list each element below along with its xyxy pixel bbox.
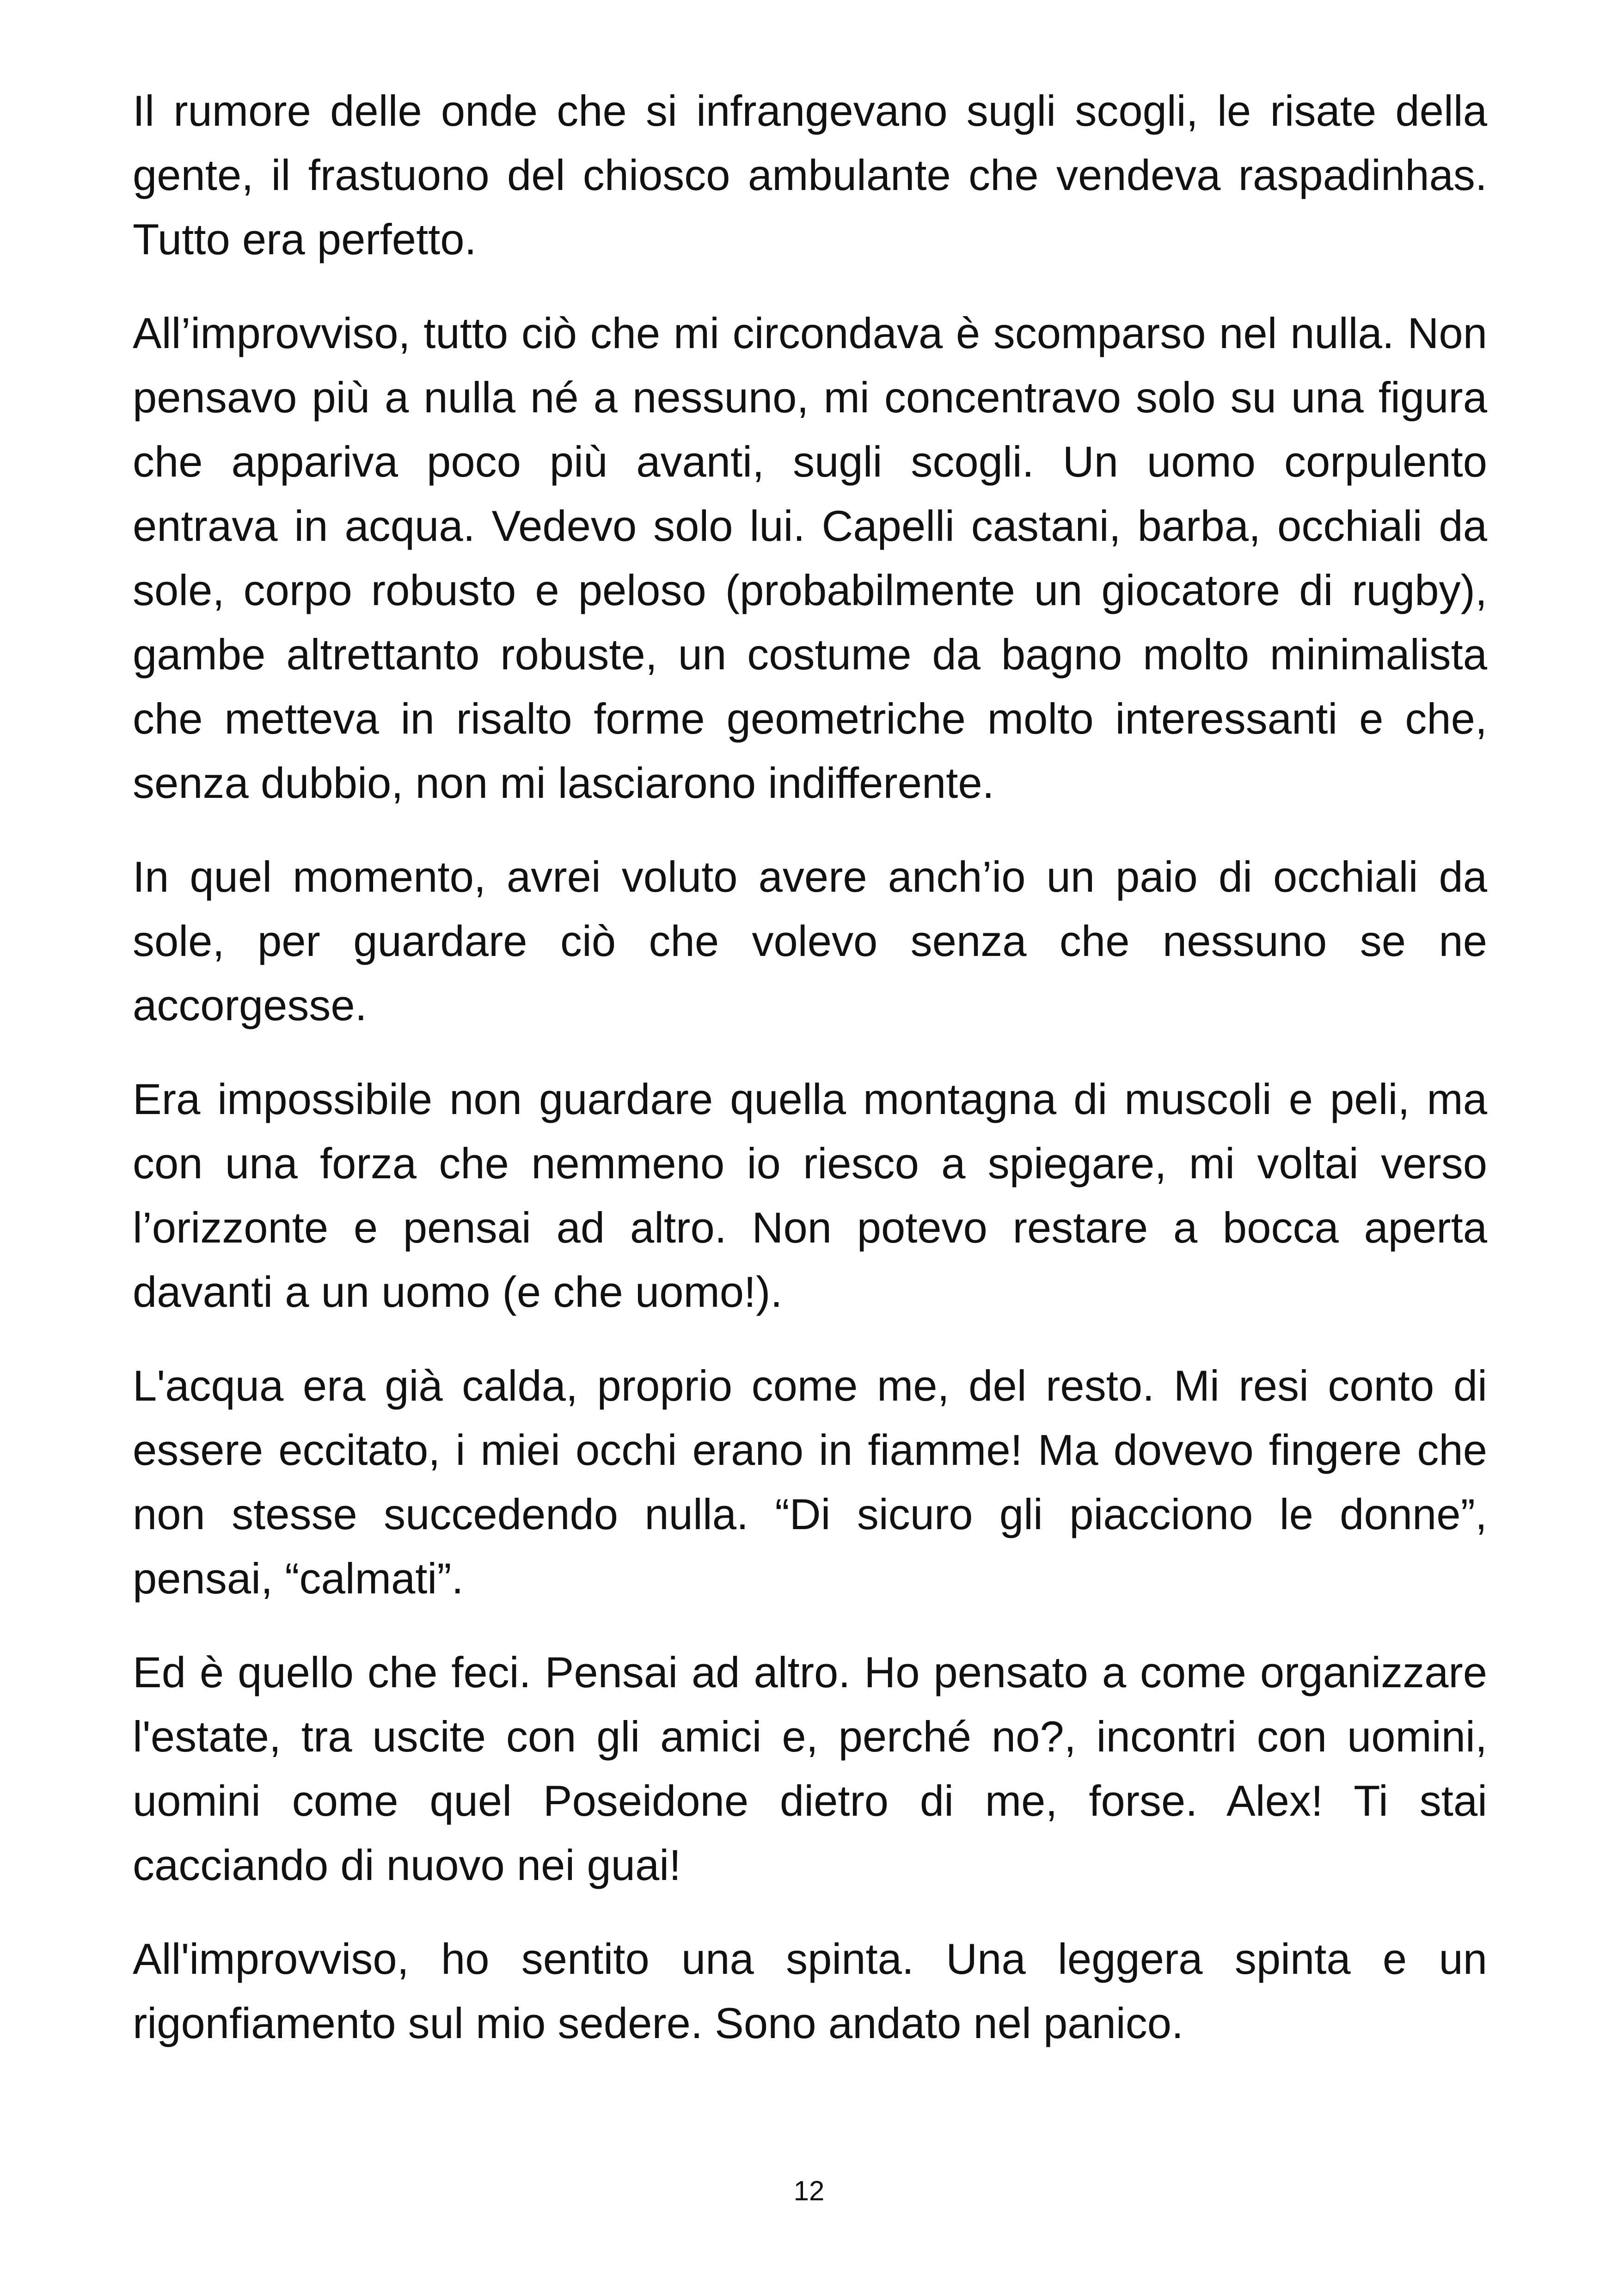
paragraph-4: Era impossibile non guardare quella montagna di muscoli e peli, ma con una forza che nemmeno io riesco a spiegare, mi voltai verso l’orizzonte e pensai ad altro. Non potevo restare a bocca aperta davanti a un uomo (e che uomo!). [133,1075,1487,1316]
paragraph-7: All'improvviso, ho sentito una spinta. Una leggera spinta e un rigonfiamento sul mio sedere. Sono andato nel panico. [133,1935,1487,2047]
page-body [133,79,1487,2085]
paragraph-5: L'acqua era già calda, proprio come me, del resto. Mi resi conto di essere eccitato, i miei occhi erano in fiamme! Ma dovevo fingere che non stesse succedendo nulla. “Di sicuro gli piacciono le donne”, pensai, “calmati”. [133,1361,1487,1603]
paragraph-6: Ed è quello che feci. Pensai ad altro. Ho pensato a come organizzare l'estate, tra uscite con gli amici e, perché no?, incontri con uomini, uomini come quel Poseidone dietro di me, forse. Alex! Ti stai cacciando di nuovo nei guai! [133,1648,1487,1889]
paragraph-3: In quel momento, avrei voluto avere anch’io un paio di occhiali da sole, per guardare ciò che volevo senza che nessuno se ne accorgesse. [133,852,1487,1029]
paragraph-2: All’improvviso, tutto ciò che mi circondava è scomparso nel nulla. Non pensavo più a nulla né a nessuno, mi concentravo solo su una figura che appariva poco più avanti, sugli scogli. Un uomo corpulento entrava in acqua. Vedevo solo lui. Capelli castani, barba, occhiali da sole, corpo robusto e peloso (probabilmente un giocatore di rugby), gambe altrettanto robuste, un costume da bagno molto minimalista che metteva in risalto forme geometriche molto interessanti e che, senza dubbio, non mi lasciarono indifferente. [133,309,1487,807]
paragraph-1: Il rumore delle onde che si infrangevano sugli scogli, le risate della gente, il frastuono del chiosco ambulante che vendeva raspadinhas. Tutto era perfetto. [133,86,1487,263]
page-number: 12 [793,2175,825,2206]
